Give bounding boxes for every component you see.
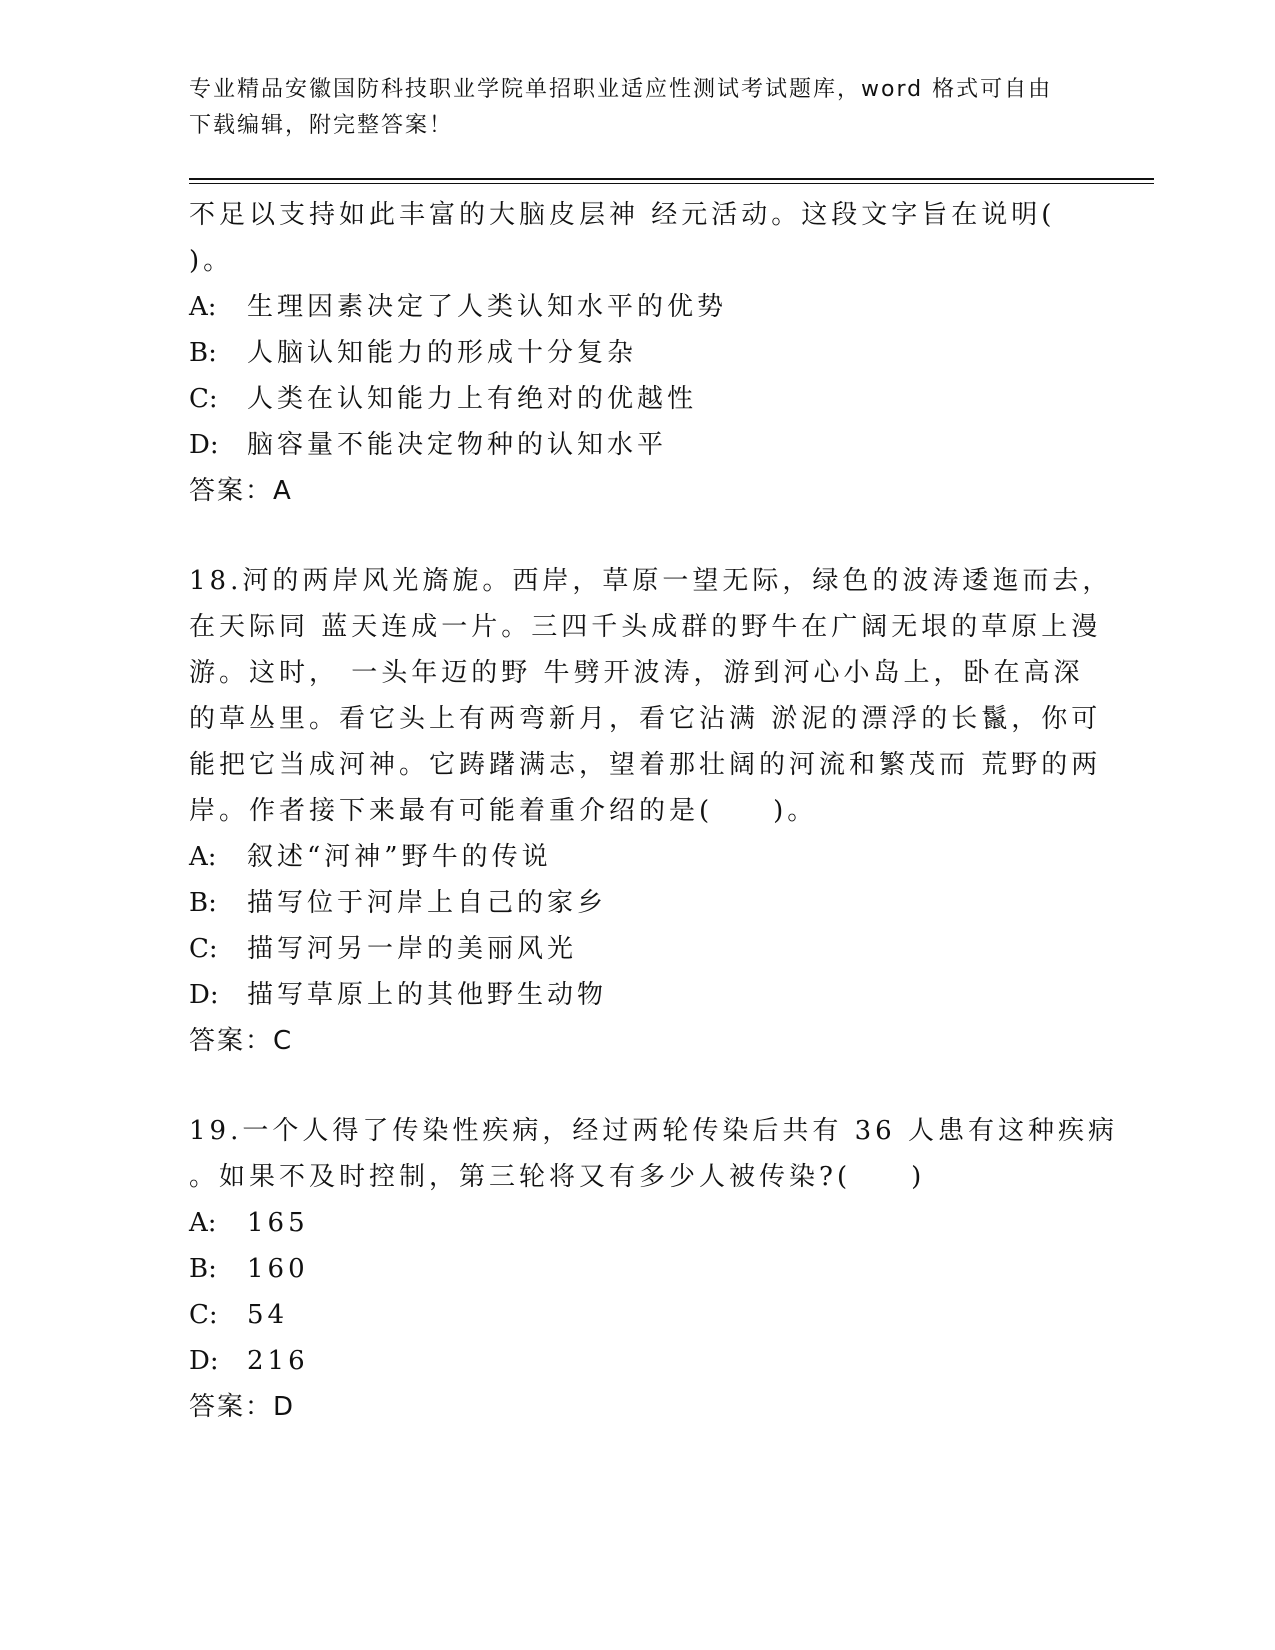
spacer <box>189 514 1089 558</box>
option-text: 165 <box>247 1208 309 1238</box>
option-key: A: <box>189 292 217 322</box>
option-text: 脑容量不能决定物种的认知水平 <box>247 430 668 460</box>
answer: 答案：A <box>189 476 293 506</box>
option-text: 描写位于河岸上自己的家乡 <box>247 888 608 918</box>
option-a <box>189 834 1089 880</box>
answer: 答案：C <box>189 1026 294 1056</box>
header-divider-thin <box>189 183 1154 184</box>
option-text: 216 <box>247 1346 309 1376</box>
spacer <box>189 1064 1089 1108</box>
header-divider-thick <box>189 178 1154 180</box>
header-line-2: 下载编辑，附完整答案！ <box>189 113 454 138</box>
option-key: C: <box>189 384 218 414</box>
option-b <box>189 1246 1089 1292</box>
option-key: C: <box>189 1300 218 1330</box>
option-key: A: <box>189 1208 217 1238</box>
option-b <box>189 330 1089 376</box>
option-a <box>189 284 1089 330</box>
option-d <box>189 1338 1089 1384</box>
question-17 <box>189 192 1089 514</box>
question-text-line: 18.河的两岸风光旖旎。西岸，草原一望无际，绿色的波涛逶迤而去， <box>189 566 1113 596</box>
option-key: D: <box>189 1346 219 1376</box>
option-c <box>189 1292 1089 1338</box>
option-text: 描写河另一岸的美丽风光 <box>247 934 578 964</box>
question-text-line: 在天际同 蓝天连成一片。三四千头成群的野牛在广阔无垠的草原上漫 <box>189 612 1102 642</box>
option-key: C: <box>189 934 218 964</box>
question-text-line: 游。这时， 一头年迈的野 牛劈开波涛，游到河心小岛上，卧在高深 <box>189 658 1084 688</box>
option-c <box>189 926 1089 972</box>
question-text-line: 不足以支持如此丰富的大脑皮层神 经元活动。这段文字旨在说明( <box>189 200 1056 230</box>
question-text-line: 19.一个人得了传染性疾病，经过两轮传染后共有 36 人患有这种疾病 <box>189 1116 1118 1146</box>
option-key: A: <box>189 842 217 872</box>
option-text: 生理因素决定了人类认知水平的优势 <box>247 292 728 322</box>
page-header <box>189 72 1069 144</box>
question-text-line: 的草丛里。看它头上有两弯新月，看它沾满 淤泥的漂浮的长鬣，你可 <box>189 704 1102 734</box>
option-key: B: <box>189 888 217 918</box>
question-text-line: 。如果不及时控制，第三轮将又有多少人被传染?( ) <box>189 1162 926 1192</box>
option-text: 人类在认知能力上有绝对的优越性 <box>247 384 698 414</box>
question-text-line: )。 <box>189 246 234 276</box>
option-d <box>189 972 1089 1018</box>
question-text-line: 岸。作者接下来最有可能着重介绍的是( )。 <box>189 796 818 826</box>
option-text: 描写草原上的其他野生动物 <box>247 980 608 1010</box>
option-a <box>189 1200 1089 1246</box>
option-text: 160 <box>247 1254 309 1284</box>
header-line-1: 专业精品安徽国防科技职业学院单招职业适应性测试考试题库，word 格式可自由 <box>189 77 1053 102</box>
question-18 <box>189 558 1113 1064</box>
option-key: D: <box>189 980 219 1010</box>
document-body <box>189 192 1118 1430</box>
option-key: B: <box>189 1254 217 1284</box>
option-text: 叙述“河神”野牛的传说 <box>247 842 552 872</box>
option-c <box>189 376 1089 422</box>
option-b <box>189 880 1089 926</box>
option-key: B: <box>189 338 217 368</box>
option-d <box>189 422 1089 468</box>
question-text-line: 能把它当成河神。它踌躇满志，望着那壮阔的河流和繁茂而 荒野的两 <box>189 750 1102 780</box>
answer: 答案：D <box>189 1392 296 1422</box>
question-19 <box>189 1108 1118 1430</box>
option-text: 人脑认知能力的形成十分复杂 <box>247 338 638 368</box>
option-key: D: <box>189 430 219 460</box>
option-text: 54 <box>247 1300 289 1330</box>
